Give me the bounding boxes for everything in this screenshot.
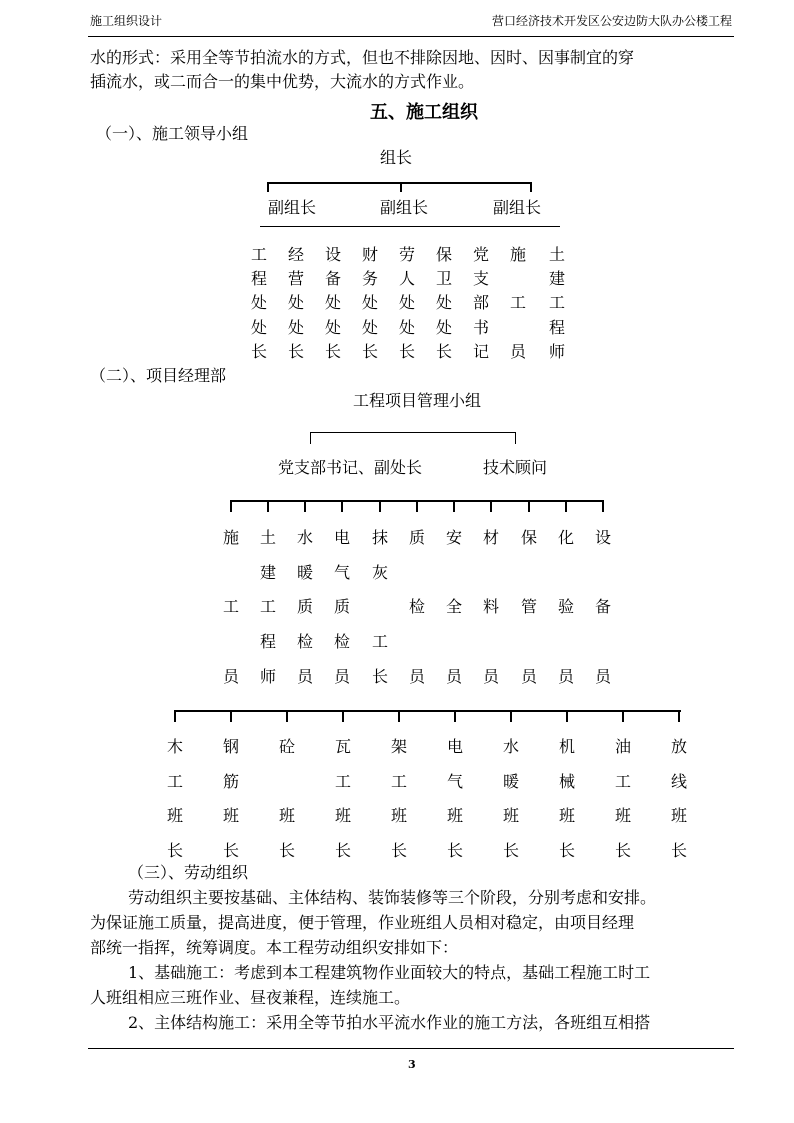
chart3-team-char: 瓦 [334,737,351,756]
chart1-dept-char: 处 [287,318,304,337]
chart2-staff-char: 工 [371,632,388,651]
chart2-staff-char: 保 [520,528,537,547]
chart2-staff-char: 化 [557,528,574,547]
chart1-dept-char: 处 [361,293,378,312]
chart1-dept-char: 营 [287,269,304,288]
chart1-dept-char: 处 [435,318,452,337]
chart1-dept-char: 长 [361,342,378,361]
chart3-team-char: 木 [166,737,183,756]
para1-line-1: 劳动组织主要按基础、主体结构、装饰装修等三个阶段，分别考虑和安排。 [128,888,657,907]
chart2-staff-char: 检 [333,632,350,651]
chart3-team-char: 长 [670,841,687,860]
chart3-tick [454,710,456,722]
chart3-team-char: 气 [446,772,463,791]
chart2-staff-char: 检 [296,632,313,651]
chart2-staff-char: 材 [482,528,499,547]
chart1-dept-char: 部 [472,293,489,312]
chart1-dept-char: 程 [250,269,267,288]
chart2-staff-char: 暖 [296,563,313,582]
chart2-staff-char: 工 [222,597,239,616]
footer-rule [88,1048,734,1049]
para2-line-1: 1、基础施工：考虑到本工程建筑物作业面较大的特点，基础工程施工时工 [128,963,651,982]
chart3-tick [510,710,512,722]
chart2-connector-v2 [515,432,516,444]
header-rule [88,36,734,37]
chart3-team-char: 工 [614,772,631,791]
chart2-staff-char: 员 [333,667,350,686]
chart1-dept-char: 施 [509,245,526,264]
chart2-staff-char: 质 [333,597,350,616]
chart3-team-char: 线 [670,772,687,791]
chart1-dept-char: 处 [250,293,267,312]
chart3-team-char: 暖 [502,772,519,791]
chart1-deputy-2: 副组长 [380,198,429,217]
chart2-staff-char: 员 [557,667,574,686]
chart3-team-char: 班 [614,806,631,825]
chart1-dept-char: 处 [361,318,378,337]
chart2-staff-char: 检 [408,597,425,616]
page-number: 3 [408,1058,416,1071]
chart2-staff-char: 质 [408,528,425,547]
chart2-staff-char: 安 [445,528,462,547]
chart1-dept-char: 建 [548,269,565,288]
para2-line-2: 人班组相应三班作业、昼夜兼程，连续施工。 [90,988,411,1007]
chart1-dept-char: 处 [435,293,452,312]
chart3-team-char: 砼 [278,737,295,756]
chart2-staff-char: 员 [520,667,537,686]
chart3-team-char: 长 [278,841,295,860]
chart2-connector-h [310,432,516,433]
chart1-dept-char: 处 [324,318,341,337]
chart2-staff-char: 验 [557,597,574,616]
chart1-dept-char: 长 [398,342,415,361]
chart1-deputy-3: 副组长 [493,198,542,217]
chart3-tick [342,710,344,722]
chart3-team-char: 长 [502,841,519,860]
chart2-staff-char: 员 [296,667,313,686]
chart1-dept-char: 长 [324,342,341,361]
chart2-staff-char: 员 [408,667,425,686]
chart3-tick [398,710,400,722]
chart3-team-char: 筋 [222,772,239,791]
chart1-dept-char: 人 [398,269,415,288]
subsection-1-heading: （一）、施工领导小组 [96,124,249,143]
chart3-team-char: 长 [222,841,239,860]
chart3-team-char: 架 [390,737,407,756]
header-left: 施工组织设计 [90,14,163,28]
chart2-tick [416,500,418,512]
chart1-dept-char: 财 [361,245,378,264]
chart3-team-char: 长 [334,841,351,860]
chart1-dept-char: 长 [287,342,304,361]
chart2-root: 工程项目管理小组 [353,391,482,410]
chart1-connector-v1 [267,182,269,192]
chart2-tick [490,500,492,512]
chart1-dept-char: 经 [287,245,304,264]
chart2-staff-char: 程 [259,632,276,651]
chart3-team-char: 长 [446,841,463,860]
chart3-team-char: 班 [670,806,687,825]
chart1-dept-char: 备 [324,269,341,288]
chart1-dept-char: 工 [250,245,267,264]
chart2-second-right: 技术顾问 [483,458,548,477]
chart2-staff-char: 施 [222,528,239,547]
chart2-staff-char: 备 [594,597,611,616]
chart2-staff-char: 水 [296,528,313,547]
chart2-tick [267,500,269,512]
chart1-dept-char: 程 [548,318,565,337]
chart3-team-char: 班 [558,806,575,825]
chart3-tick [230,710,232,722]
chart2-tick [453,500,455,512]
chart2-tick [565,500,567,512]
chart3-team-char: 长 [614,841,631,860]
chart1-dept-char: 师 [548,342,565,361]
chart3-team-char: 班 [390,806,407,825]
chart3-tick [678,710,680,722]
chart1-dept-char: 工 [509,293,526,312]
chart2-staff-char: 建 [259,563,276,582]
subsection-2-heading: （二）、项目经理部 [90,366,227,385]
chart3-team-char: 长 [558,841,575,860]
chart2-staff-char: 员 [482,667,499,686]
chart1-connector-v3 [530,182,532,192]
chart1-dept-char: 支 [472,269,489,288]
chart3-team-char: 工 [166,772,183,791]
chart3-team-char: 长 [390,841,407,860]
chart3-tick [622,710,624,722]
chart2-tick [230,500,232,512]
chart3-team-char: 班 [446,806,463,825]
chart2-staff-char: 抹 [371,528,388,547]
chart2-staff-char: 气 [333,563,350,582]
chart3-team-char: 放 [670,737,687,756]
chart1-dept-char: 书 [472,318,489,337]
chart1-dept-char: 处 [398,318,415,337]
chart2-staff-char: 长 [371,667,388,686]
chart2-staff-char: 员 [445,667,462,686]
chart2-staff-char: 设 [594,528,611,547]
chart3-tick [566,710,568,722]
chart1-dept-char: 保 [435,245,452,264]
chart1-dept-char: 劳 [398,245,415,264]
para3-line-1: 2、主体结构施工：采用全等节拍水平流水作业的施工方法，各班组互相搭 [128,1013,651,1032]
chart1-dept-char: 处 [324,293,341,312]
chart2-second-left: 党支部书记、副处长 [278,458,423,477]
chart3-tick [174,710,176,722]
chart2-staff-char: 质 [296,597,313,616]
chart3-team-char: 钢 [222,737,239,756]
chart3-team-char: 班 [166,806,183,825]
chart1-dept-char: 记 [472,342,489,361]
chart3-team-char: 械 [558,772,575,791]
chart1-dept-char: 设 [324,245,341,264]
chart2-tick [528,500,530,512]
chart2-staff-char: 全 [445,597,462,616]
chart2-staff-char: 员 [222,667,239,686]
chart2-staff-char: 土 [259,528,276,547]
chart2-staff-char: 灰 [371,563,388,582]
chart2-staff-char: 员 [594,667,611,686]
chart2-tick [304,500,306,512]
chart1-dept-char: 工 [548,293,565,312]
chart3-team-char: 班 [334,806,351,825]
body-line-2: 插流水，或二而合一的集中优势，大流水的方式作业。 [90,72,475,91]
subsection-3-heading: （三）、劳动组织 [128,863,249,882]
chart3-team-char: 工 [334,772,351,791]
chart3-team-char: 班 [222,806,239,825]
chart3-team-char: 工 [390,772,407,791]
chart2-tick [602,500,604,512]
chart2-staff-char: 管 [520,597,537,616]
chart1-dept-char: 土 [548,245,565,264]
chart1-deputy-1: 副组长 [268,198,317,217]
chart1-dept-char: 处 [287,293,304,312]
chart3-team-char: 班 [278,806,295,825]
chart3-team-char: 油 [614,737,631,756]
body-line-1: 水的形式：采用全等节拍流水的方式，但也不排除因地、因时、因事制宜的穿 [90,48,635,67]
chart2-tick [341,500,343,512]
chart3-tick [286,710,288,722]
chart1-dept-char: 处 [250,318,267,337]
header-right: 营口经济技术开发区公安边防大队办公楼工程 [491,14,732,28]
chart3-team-line [174,710,681,712]
chart1-dept-char: 长 [250,342,267,361]
chart2-staff-char: 工 [259,597,276,616]
chart1-connector-v2 [400,182,402,192]
para1-line-2: 为保证施工质量，提高进度，便于管理，作业班组人员相对稳定，由项目经理 [90,913,635,932]
chart1-dept-line [260,226,560,227]
chart1-dept-char: 员 [509,342,526,361]
chart1-dept-char: 党 [472,245,489,264]
chart3-team-char: 机 [558,737,575,756]
chart3-team-char: 长 [166,841,183,860]
chart3-team-char: 班 [502,806,519,825]
chart1-dept-char: 卫 [435,269,452,288]
chart1-root: 组长 [380,148,413,167]
section-title: 五、施工组织 [370,102,478,123]
chart2-staff-char: 料 [482,597,499,616]
chart1-dept-char: 长 [435,342,452,361]
para1-line-3: 部统一指挥，统筹调度。本工程劳动组织安排如下： [90,938,459,957]
chart1-dept-char: 务 [361,269,378,288]
chart2-tick [379,500,381,512]
chart3-team-char: 电 [446,737,463,756]
chart3-team-char: 水 [502,737,519,756]
chart2-connector-v1 [310,432,311,444]
chart1-dept-char: 处 [398,293,415,312]
chart2-staff-char: 电 [333,528,350,547]
chart2-staff-char: 师 [259,667,276,686]
